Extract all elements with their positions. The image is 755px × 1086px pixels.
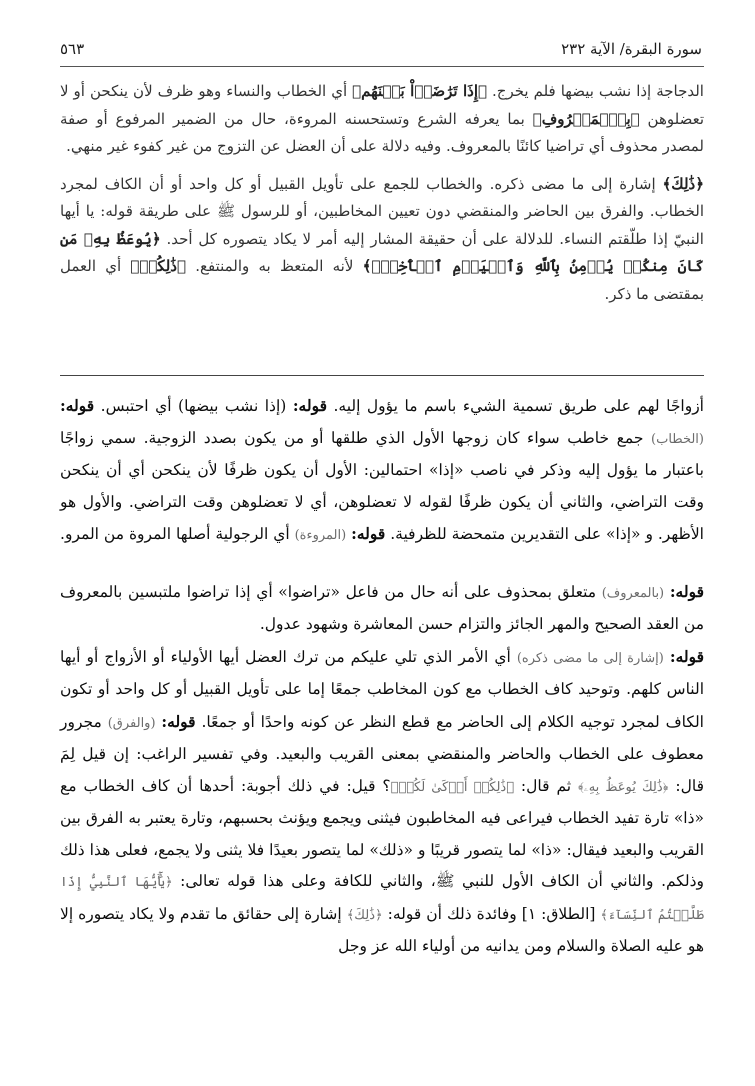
main-commentary — [60, 78, 704, 308]
qawluhu-keyword: قوله: — [292, 396, 327, 415]
quran-quote: ﴿ذَٰلِكَ﴾ — [346, 907, 383, 923]
gloss-paragraph: أزواجًا لهم على طريق تسمية الشيء باسم ما يؤول إليه. قوله: (إذا نشب بيضها) أي احتبس. قوله: (الخطاب) جمع خاطب سواء كان زوجها الأول الذي طلقها أو من يكون بصدد الزوجية. سمي زواجًا باعتبار ما يؤول إليه وذكر في ناصب «إذا» احتمالين: الأول أن يكون ظرفًا لأن ينكحن أي أن ينكحن وقت التراضي، والثاني أن يكون ظرفًا لقوله لا تعضلوهن، أي لا تعضلوهن وقت التراضي. والأول هو الأظهر. و «إذا» على التقديرين متمحضة للظرفية. قوله: (المروءة) أي الرجولية أصلها المروة من المرو. — [60, 396, 704, 543]
gloss-paragraph: قوله: (بالمعروف) متعلق بمحذوف على أنه حال من فاعل «تراضوا» أي إذا تراضوا ملتبسين بالمعروف من العقد الصحيح والمهر الجائز والتزام حسن المعاشرة وشهود عدول. — [60, 581, 704, 633]
gloss-commentary — [60, 390, 704, 963]
quoted-phrase: (بالمعروف) — [601, 585, 665, 601]
qawluhu-keyword: قوله: — [351, 524, 386, 543]
quoted-phrase: (إذا نشب بيضها) — [178, 397, 287, 415]
page-number: ٥٦٣ — [60, 40, 85, 58]
quran-quote: ﴿بِٱلۡمَعۡرُوفِ﴾ — [532, 109, 640, 128]
quran-quote: ﴿يُوعَظُ بِهِۦ مَن كَانَ مِنكُمۡ يُؤۡمِنُ بِٱللَّهِ وَٱلۡيَوۡمِ ٱلۡأٓخِرِۗ﴾ — [60, 229, 704, 275]
quran-quote: ﴿ذَٰلِكُمۡ﴾ — [130, 257, 186, 275]
quran-quote: ﴿إِذَا تَرَٰضَوۡاْ بَيۡنَهُم﴾ — [352, 82, 488, 100]
quoted-phrase: (الخطاب) — [651, 431, 704, 447]
quran-quote: ﴿يَٰٓأَيُّهَا ٱلنَّبِيُّ إِذَا طَلَّقۡتُمُ ٱلنِّسَآءَ﴾ — [60, 875, 704, 923]
commentary-paragraph: الدجاجة إذا نشب بيضها فلم يخرج. ﴿إِذَا تَرَٰضَوۡاْ بَيۡنَهُم﴾ أي الخطاب والنساء وهو ظرف لأن ينكحن أو لا تعضلوهن ﴿بِٱلۡمَعۡرُوفِ﴾ بما يعرفه الشرع وتستحسنه المروءة، حال من الضمير المرفوع أو صفة لمصدر محذوف أي تراضيا كائنًا بالمعروف. وفيه دلالة على أن العضل عن التزوج من غير كفوء غير منهي. — [60, 82, 705, 155]
gloss-paragraph: قوله: (إشارة إلى ما مضى ذكره) أي الأمر الذي تلي عليكم من ترك العضل أيها الأولياء أو الأزواج أو أيها الناس كلهم. وتوحيد كاف الخطاب مع كون المخاطب جمعًا إما على تأويل القبيل أو كل واحد أو تكون الكاف لمجرد توجيه الكلام إلى الحاضر مع قطع النظر عن كونه واحدًا أو جمعًا. قوله: (والفرق) مجرور معطوف على الخطاب والحاضر والمنقضي بمعنى القريب والبعيد. وفي تفسير الراغب: إن قيل لِمَ قال: ﴿ذَٰلِكَ يُوعَظُ بِهِۦ﴾ ثم قال: ﴿ذَٰلِكُمۡ أَزۡكَىٰ لَكُمۡ﴾؟ قيل: في ذلك أجوبة: أحدها أن كاف الخطاب مع «ذا» تارة تفيد الخطاب فيراعى فيه المخاطبون فيثنى ويجمع ويؤنث بحسبهم، وتارة يعتبر به الفرق بين القريب والبعيد فيقال: «ذا» لما يتصور قريبًا و «ذلك» لما يتصور بعيدًا فلا يثنى ولا يجمع، فعلى هذا ذلك وذلكم. والثاني أن الكاف الأول للنبي ﷺ، والثاني للكافة وعلى هذا قوله تعالى: ﴿يَٰٓأَيُّهَا ٱلنَّبِيُّ إِذَا طَلَّقۡتُمُ ٱلنِّسَآءَ﴾ [الطلاق: ١] وفائدة ذلك أن قوله: ﴿ذَٰلِكَ﴾ إشارة إلى حقائق ما تقدم ولا يكاد يتصوره إلا هو عليه الصلاة والسلام ومن يدانيه من أولياء الله عز وجل — [60, 646, 705, 955]
commentary-paragraph: ﴿ذَٰلِكَ﴾ إشارة إلى ما مضى ذكره. والخطاب للجمع على تأويل القبيل أو كل واحد أو أن الكاف لمجرد الخطاب. والفرق بين الحاضر والمنقضي دون تعيين المخاطبين، أو للرسول ﷺ على طريقة قوله: يا أيها النبيّ إذا طلّقتم النساء. للدلالة على أن حقيقة المشار إليه أمر لا يكاد يتصوره كل أحد. ﴿يُوعَظُ بِهِۦ مَن كَانَ مِنكُمۡ يُؤۡمِنُ بِٱللَّهِ وَٱلۡيَوۡمِ ٱلۡأٓخِرِۗ﴾ لأنه المتعظ به والمنتفع. ﴿ذَٰلِكُمۡ﴾ أي العمل بمقتضى ما ذكر. — [60, 174, 704, 303]
quran-quote: ﴿ذَٰلِكَ﴾ — [662, 174, 704, 193]
section-divider — [60, 375, 704, 376]
qawluhu-keyword: قوله: — [669, 646, 705, 666]
quoted-phrase: (إشارة إلى ما مضى ذكره) — [516, 650, 664, 666]
quoted-phrase: (والفرق) — [107, 715, 156, 731]
quran-quote: ﴿ذَٰلِكُمۡ أَزۡكَىٰ لَكُمۡ﴾ — [390, 779, 514, 795]
quoted-phrase: (المروءة) — [294, 528, 347, 543]
header-divider — [60, 66, 704, 67]
qawluhu-keyword: قوله: — [669, 581, 704, 601]
qawluhu-keyword: قوله: — [60, 396, 95, 415]
qawluhu-keyword: قوله: — [161, 711, 196, 731]
quran-quote: ﴿ذَٰلِكَ يُوعَظُ بِهِۦ﴾ — [578, 779, 669, 795]
surah-ayah-title: سورة البقرة/ الآية ٢٣٢ — [561, 40, 702, 58]
page-header — [60, 36, 702, 62]
